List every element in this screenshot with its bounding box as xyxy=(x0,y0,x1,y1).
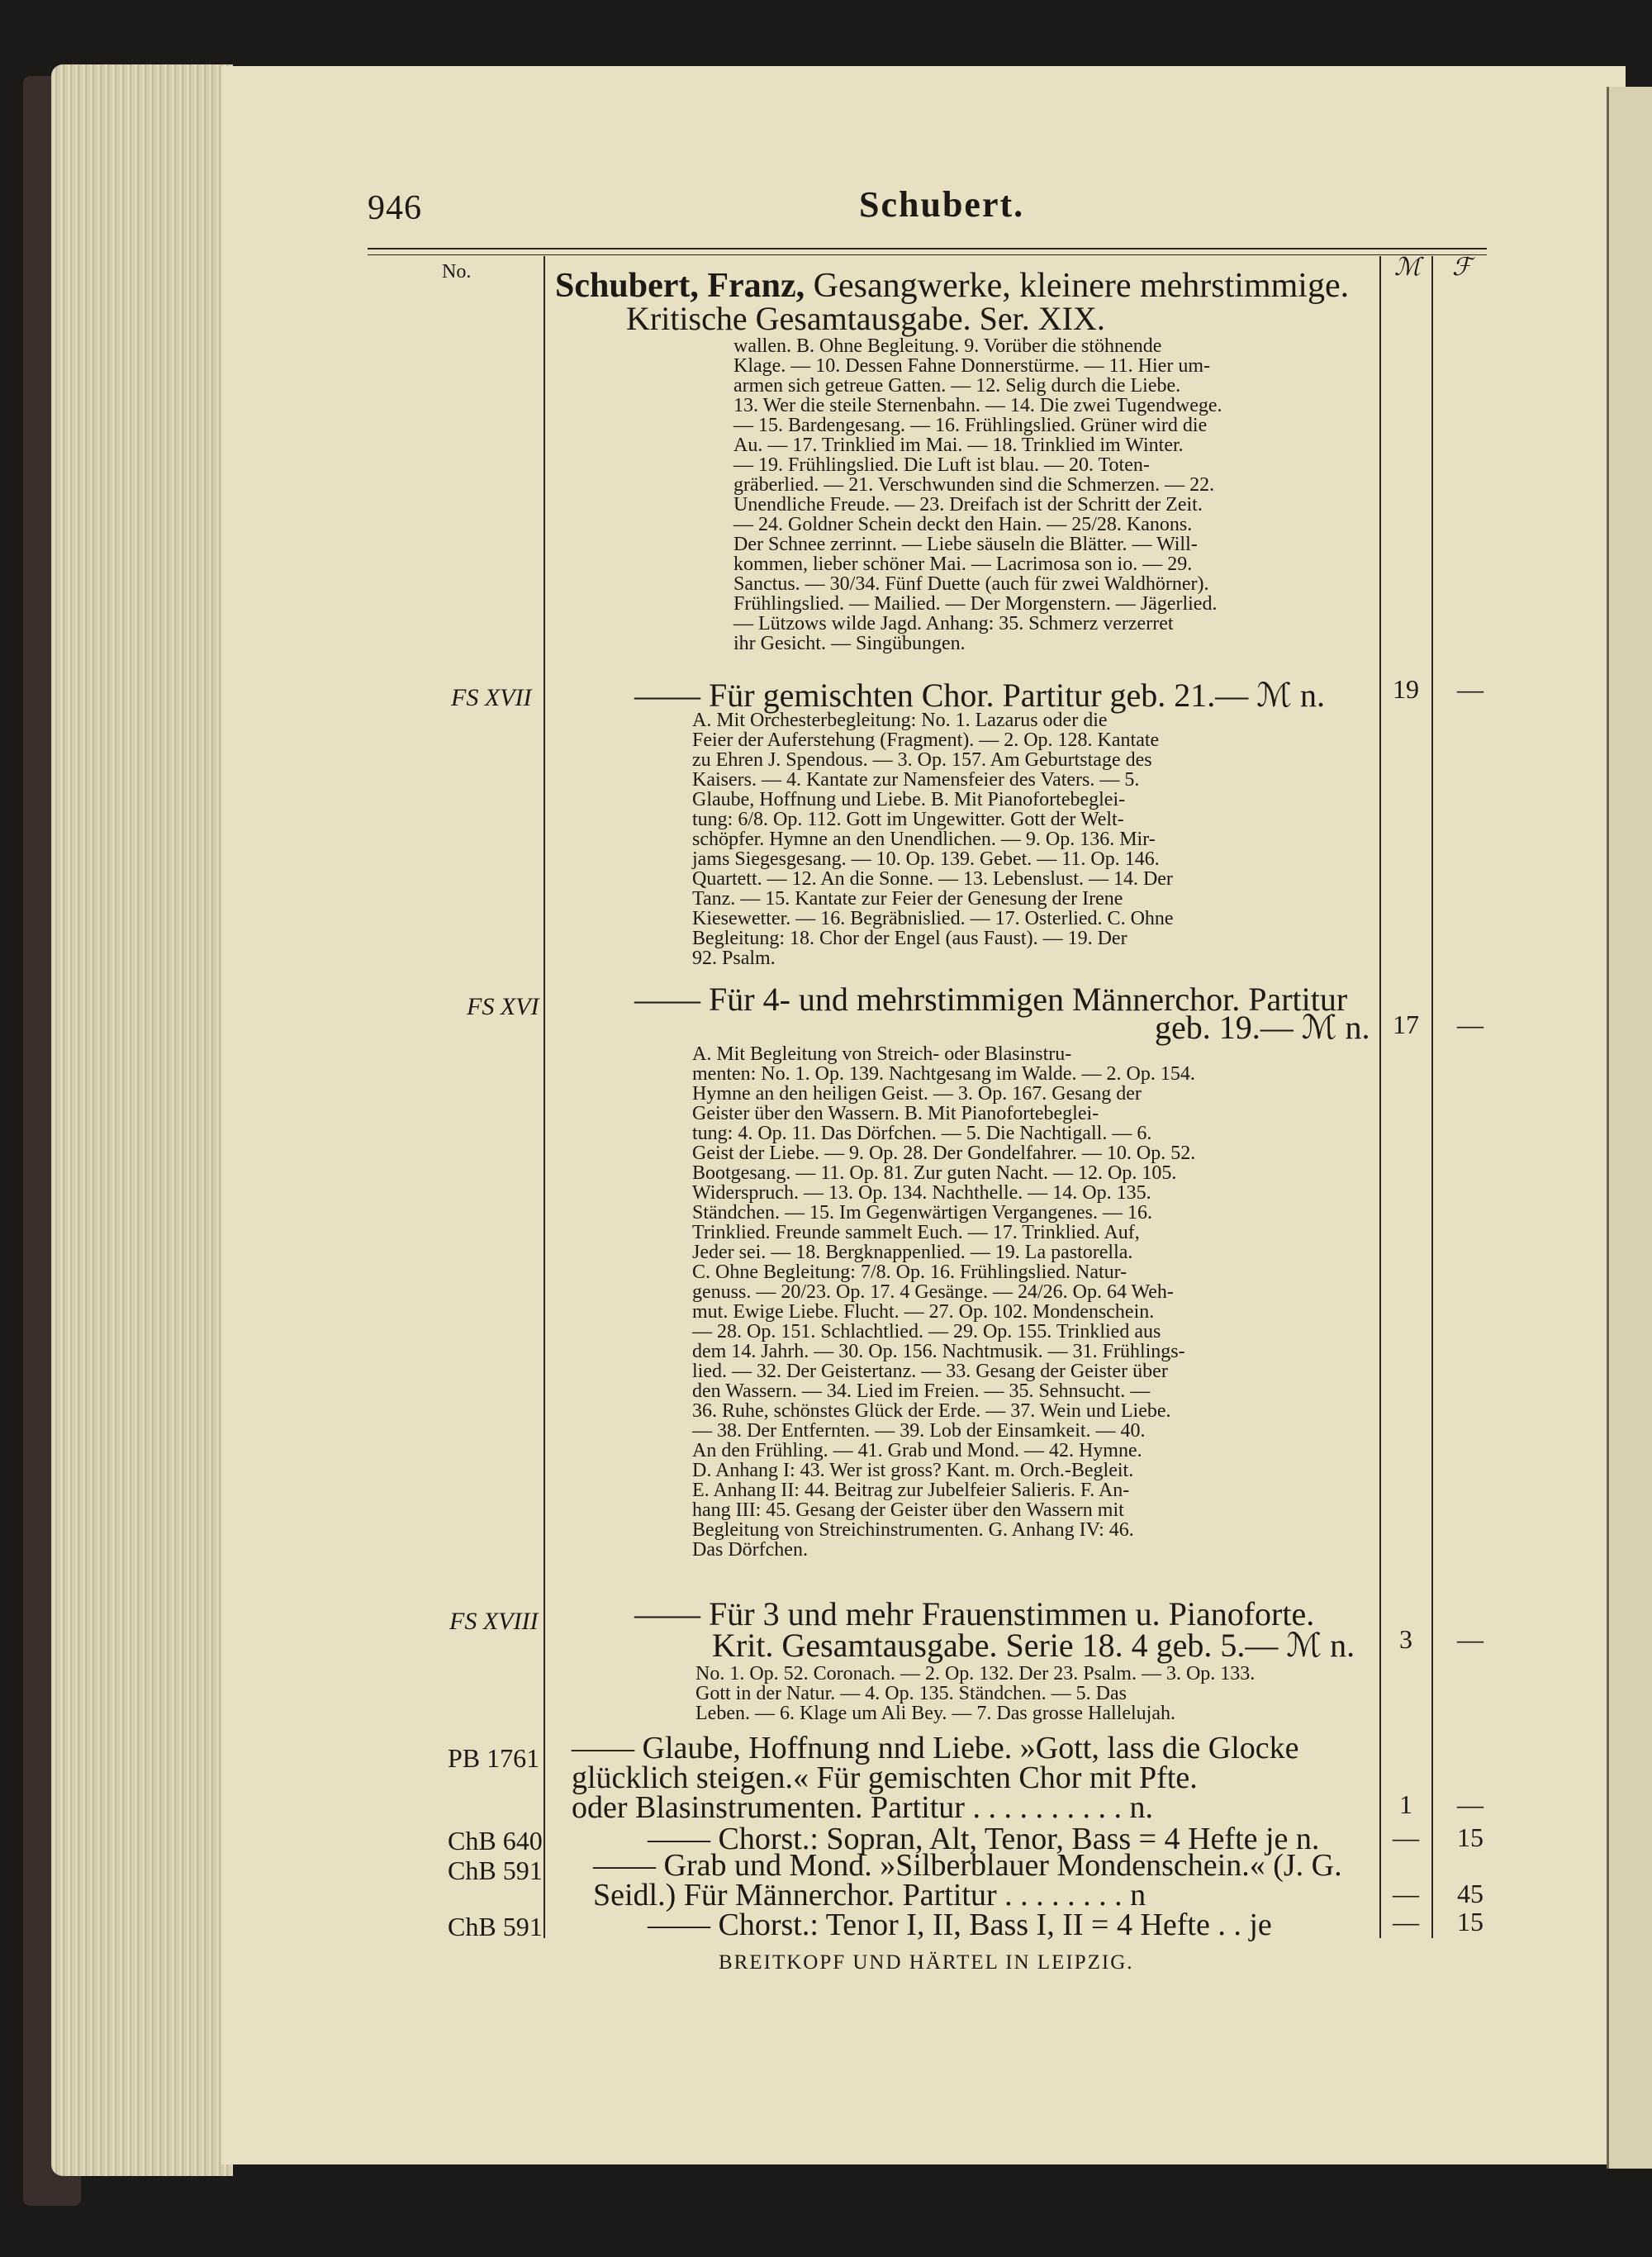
page-edges xyxy=(51,64,233,2176)
contents-line: Kaisers. — 4. Kantate zur Namensfeier des Vaters. — 5. xyxy=(692,769,1140,791)
entry-title-line: Seidl.) Für Männerchor. Partitur . . . . . . . . n xyxy=(593,1878,1146,1913)
contents-line: Geister über den Wassern. B. Mit Pianofortebeglei- xyxy=(692,1103,1099,1124)
price-mark: — xyxy=(1393,1879,1419,1908)
contents-line: E. Anhang II: 44. Beitrag zur Jubelfeier Salieris. F. An- xyxy=(692,1480,1130,1501)
price-mark: 1 xyxy=(1399,1789,1412,1819)
entry-title xyxy=(572,1731,1299,1825)
contents-line: — 24. Goldner Schein deckt den Hain. — 25/28. Kanons. xyxy=(733,514,1193,535)
entry-title: —— Für 4- und mehrstimmigen Männerchor. Partitur xyxy=(634,981,1348,1018)
contents-line: menten: No. 1. Op. 139. Nachtgesang im Walde. — 2. Op. 154. xyxy=(692,1063,1195,1085)
contents-line: Klage. — 10. Dessen Fahne Donnerstürme. — 11. Hier um- xyxy=(733,355,1210,377)
column-header-mark: ℳ xyxy=(1394,254,1422,281)
contents-line: — 15. Bardengesang. — 16. Frühlingslied. Grüner wird die xyxy=(733,415,1208,436)
column-divider-cat xyxy=(544,256,545,1938)
contents-line: hang III: 45. Gesang der Geister über den Wassern mit xyxy=(692,1499,1124,1521)
contents-line: Geist der Liebe. — 9. Op. 28. Der Gondelfahrer. — 10. Op. 52. xyxy=(692,1143,1196,1164)
contents-line: den Wassern. — 34. Lied im Freien. — 35. Sehnsucht. — xyxy=(692,1380,1151,1402)
contents-line: Frühlingslied. — Mailied. — Der Morgenstern. — Jägerlied. xyxy=(733,593,1218,615)
catalog-number: ChB 591 xyxy=(448,1912,543,1941)
catalog-number: FS XVIII xyxy=(449,1608,539,1635)
contents-line: Au. — 17. Trinklied im Mai. — 18. Trinklied im Winter. xyxy=(733,435,1184,456)
header-rule-thin xyxy=(368,254,1487,255)
contents-line: Sanctus. — 30/34. Fünf Duette (auch für zwei Waldhörner). xyxy=(733,573,1209,595)
contents-line: D. Anhang I: 43. Wer ist gross? Kant. m. Orch.-Begleit. xyxy=(692,1460,1134,1481)
contents-line: ihr Gesicht. — Singübungen. xyxy=(733,633,966,654)
contents-line: A. Mit Begleitung von Streich- oder Blasinstru- xyxy=(692,1043,1072,1065)
contents-line: C. Ohne Begleitung: 7/8. Op. 16. Frühlingslied. Natur- xyxy=(692,1262,1127,1283)
page-number: 946 xyxy=(368,189,422,227)
contents-line: Unendliche Freude. — 23. Dreifach ist der Schritt der Zeit. xyxy=(733,494,1203,516)
contents-line: — 19. Frühlingslied. Die Luft ist blau. — 20. Toten- xyxy=(733,454,1150,476)
facing-page-edge xyxy=(1607,87,1652,2169)
price-pf: — xyxy=(1457,1010,1483,1039)
catalog-number: ChB 591 xyxy=(448,1855,543,1885)
contents-block-1 xyxy=(733,336,1378,653)
entry-title xyxy=(593,1848,1342,1913)
heading-line2: Kritische Gesamtausgabe. Ser. XIX. xyxy=(626,300,1105,337)
entry-title: —— Für 3 und mehr Frauenstimmen u. Pianoforte. xyxy=(634,1595,1315,1632)
contents-line: Bootgesang. — 11. Op. 81. Zur guten Nacht. — 12. Op. 105. xyxy=(692,1162,1177,1184)
price-pf: — xyxy=(1457,674,1483,704)
contents-line: A. Mit Orchesterbegleitung: No. 1. Lazarus oder die xyxy=(692,710,1108,731)
entry-title: —— Chorst.: Tenor I, II, Bass I, II = 4 Hefte . . je xyxy=(648,1908,1272,1942)
contents-line: Ständchen. — 15. Im Gegenwärtigen Vergangenes. — 16. xyxy=(692,1202,1152,1224)
entry-title: —— Für gemischten Chor. Partitur geb. 21.— ℳ n. xyxy=(634,677,1326,714)
price-pf: 15 xyxy=(1457,1822,1483,1852)
price-mark: 19 xyxy=(1393,674,1419,704)
contents-line: armen sich getreue Gatten. — 12. Selig durch die Liebe. xyxy=(733,375,1181,397)
contents-line: mut. Ewige Liebe. Flucht. — 27. Op. 102. Mondenschein. xyxy=(692,1301,1155,1323)
entry-title-cont: Krit. Gesamtausgabe. Serie 18. 4 geb. 5.— ℳ n. xyxy=(712,1627,1355,1664)
contents-line: Hymne an den heiligen Geist. — 3. Op. 167. Gesang der xyxy=(692,1083,1142,1105)
price-pf: — xyxy=(1457,1624,1483,1654)
page-title: Schubert. xyxy=(859,184,1025,225)
publisher-footer: BREITKOPF UND HÄRTEL IN LEIPZIG. xyxy=(719,1951,1134,1974)
contents-line: An den Frühling. — 41. Grab und Mond. — 42. Hymne. xyxy=(692,1440,1142,1461)
contents-line: kommen, lieber schöner Mai. — Lacrimosa son io. — 29. xyxy=(733,554,1193,575)
contents-line: genuss. — 20/23. Op. 17. 4 Gesänge. — 24/26. Op. 64 Weh- xyxy=(692,1281,1174,1303)
contents-line: dem 14. Jahrh. — 30. Op. 156. Nachtmusik. — 31. Frühlings- xyxy=(692,1341,1185,1362)
contents-line: — 28. Op. 151. Schlachtlied. — 29. Op. 155. Trinklied aus xyxy=(692,1321,1161,1342)
entry-title-line: —— Grab und Mond. »Silberblauer Mondenschein.« (J. G. xyxy=(593,1848,1342,1883)
contents-line: gräberlied. — 21. Verschwunden sind die Schmerzen. — 22. xyxy=(733,474,1215,496)
contents-line: Kiesewetter. — 16. Begräbnislied. — 17. Osterlied. C. Ohne xyxy=(692,908,1174,929)
composer-name: Schubert, Franz, xyxy=(555,267,805,305)
contents-line: No. 1. Op. 52. Coronach. — 2. Op. 132. Der 23. Psalm. — 3. Op. 133. xyxy=(695,1663,1256,1684)
contents-line: Leben. — 6. Klage um Ali Bey. — 7. Das grosse Hallelujah. xyxy=(695,1703,1175,1724)
contents-line: Feier der Auferstehung (Fragment). — 2. Op. 128. Kantate xyxy=(692,729,1160,751)
contents-line: 13. Wer die steile Sternenbahn. — 14. Die zwei Tugendwege. xyxy=(733,395,1222,416)
contents-line: Tanz. — 15. Kantate zur Feier der Genesung der Irene xyxy=(692,888,1123,910)
entry-title: —— Chorst.: Sopran, Alt, Tenor, Bass = 4 Hefte je n. xyxy=(648,1822,1320,1856)
contents-line: schöpfer. Hymne an den Unendlichen. — 9. Op. 136. Mir- xyxy=(692,829,1156,850)
catalog-number: PB 1761 xyxy=(448,1743,540,1773)
header-rule xyxy=(368,248,1487,249)
contents-line: lied. — 32. Der Geistertanz. — 33. Gesang der Geister über xyxy=(692,1361,1168,1382)
contents-line: wallen. B. Ohne Begleitung. 9. Vorüber die stöhnende xyxy=(733,335,1162,357)
price-mark: — xyxy=(1393,1907,1419,1936)
contents-line: Jeder sei. — 18. Bergknappenlied. — 19. La pastorella. xyxy=(692,1242,1133,1263)
column-divider-pf xyxy=(1431,256,1433,1938)
heading-rest: Gesangwerke, kleinere mehrstimmige. xyxy=(813,267,1350,305)
contents-line: tung: 4. Op. 11. Das Dörfchen. — 5. Die Nachtigall. — 6. xyxy=(692,1123,1152,1144)
contents-line: Der Schnee zerrinnt. — Liebe säuseln die Blätter. — Will- xyxy=(733,534,1198,555)
price-mark: 3 xyxy=(1399,1624,1412,1654)
column-header-no: No. xyxy=(442,261,472,283)
entry-title-cont: geb. 19.— ℳ n. xyxy=(1155,1009,1370,1046)
column-header-pf: ℱ xyxy=(1452,254,1472,281)
catalog-number: ChB 640 xyxy=(448,1826,543,1855)
catalog-number: FS XVII xyxy=(451,684,532,711)
contents-line: 92. Psalm. xyxy=(692,948,776,969)
contents-line: Gott in der Natur. — 4. Op. 135. Ständchen. — 5. Das xyxy=(695,1683,1127,1704)
entry-title-line: oder Blasinstrumenten. Partitur . . . . . . . . . . n. xyxy=(572,1790,1153,1825)
contents-line: — Lützows wilde Jagd. Anhang: 35. Schmerz verzerret xyxy=(733,613,1174,634)
contents-block-2 xyxy=(692,710,1336,968)
contents-line: Widerspruch. — 13. Op. 134. Nachthelle. — 14. Op. 135. xyxy=(692,1182,1151,1204)
price-pf: 15 xyxy=(1457,1907,1483,1936)
contents-line: 36. Ruhe, schönstes Glück der Erde. — 37. Wein und Liebe. xyxy=(692,1400,1171,1422)
price-mark: 17 xyxy=(1393,1010,1419,1039)
contents-line: zu Ehren J. Spendous. — 3. Op. 157. Am Geburtstage des xyxy=(692,749,1152,771)
contents-block-3 xyxy=(692,1044,1336,1560)
contents-line: Begleitung von Streichinstrumenten. G. Anhang IV: 46. xyxy=(692,1519,1134,1541)
contents-line: tung: 6/8. Op. 112. Gott im Ungewitter. Gott der Welt- xyxy=(692,809,1124,830)
contents-line: jams Siegesgesang. — 10. Op. 139. Gebet. — 11. Op. 146. xyxy=(692,848,1160,870)
contents-line: — 38. Der Entfernten. — 39. Lob der Einsamkeit. — 40. xyxy=(692,1420,1146,1442)
price-mark: — xyxy=(1393,1822,1419,1852)
price-pf: 45 xyxy=(1457,1879,1483,1908)
contents-line: Quartett. — 12. An die Sonne. — 13. Lebenslust. — 14. Der xyxy=(692,868,1173,890)
contents-line: Das Dörfchen. xyxy=(692,1539,808,1561)
contents-line: Begleitung: 18. Chor der Engel (aus Faust). — 19. Der xyxy=(692,928,1127,949)
contents-line: Trinklied. Freunde sammelt Euch. — 17. Trinklied. Auf, xyxy=(692,1222,1140,1243)
contents-block-4 xyxy=(695,1664,1340,1723)
contents-line: Glaube, Hoffnung und Liebe. B. Mit Pianofortebeglei- xyxy=(692,789,1126,810)
entry-title-line: —— Glaube, Hoffnung nnd Liebe. »Gott, lass die Glocke xyxy=(572,1731,1299,1765)
catalog-number: FS XVI xyxy=(467,993,539,1020)
column-divider-mark xyxy=(1379,256,1381,1938)
entry-title-line: glücklich steigen.« Für gemischten Chor mit Pfte. xyxy=(572,1760,1198,1795)
price-pf: — xyxy=(1457,1789,1483,1819)
